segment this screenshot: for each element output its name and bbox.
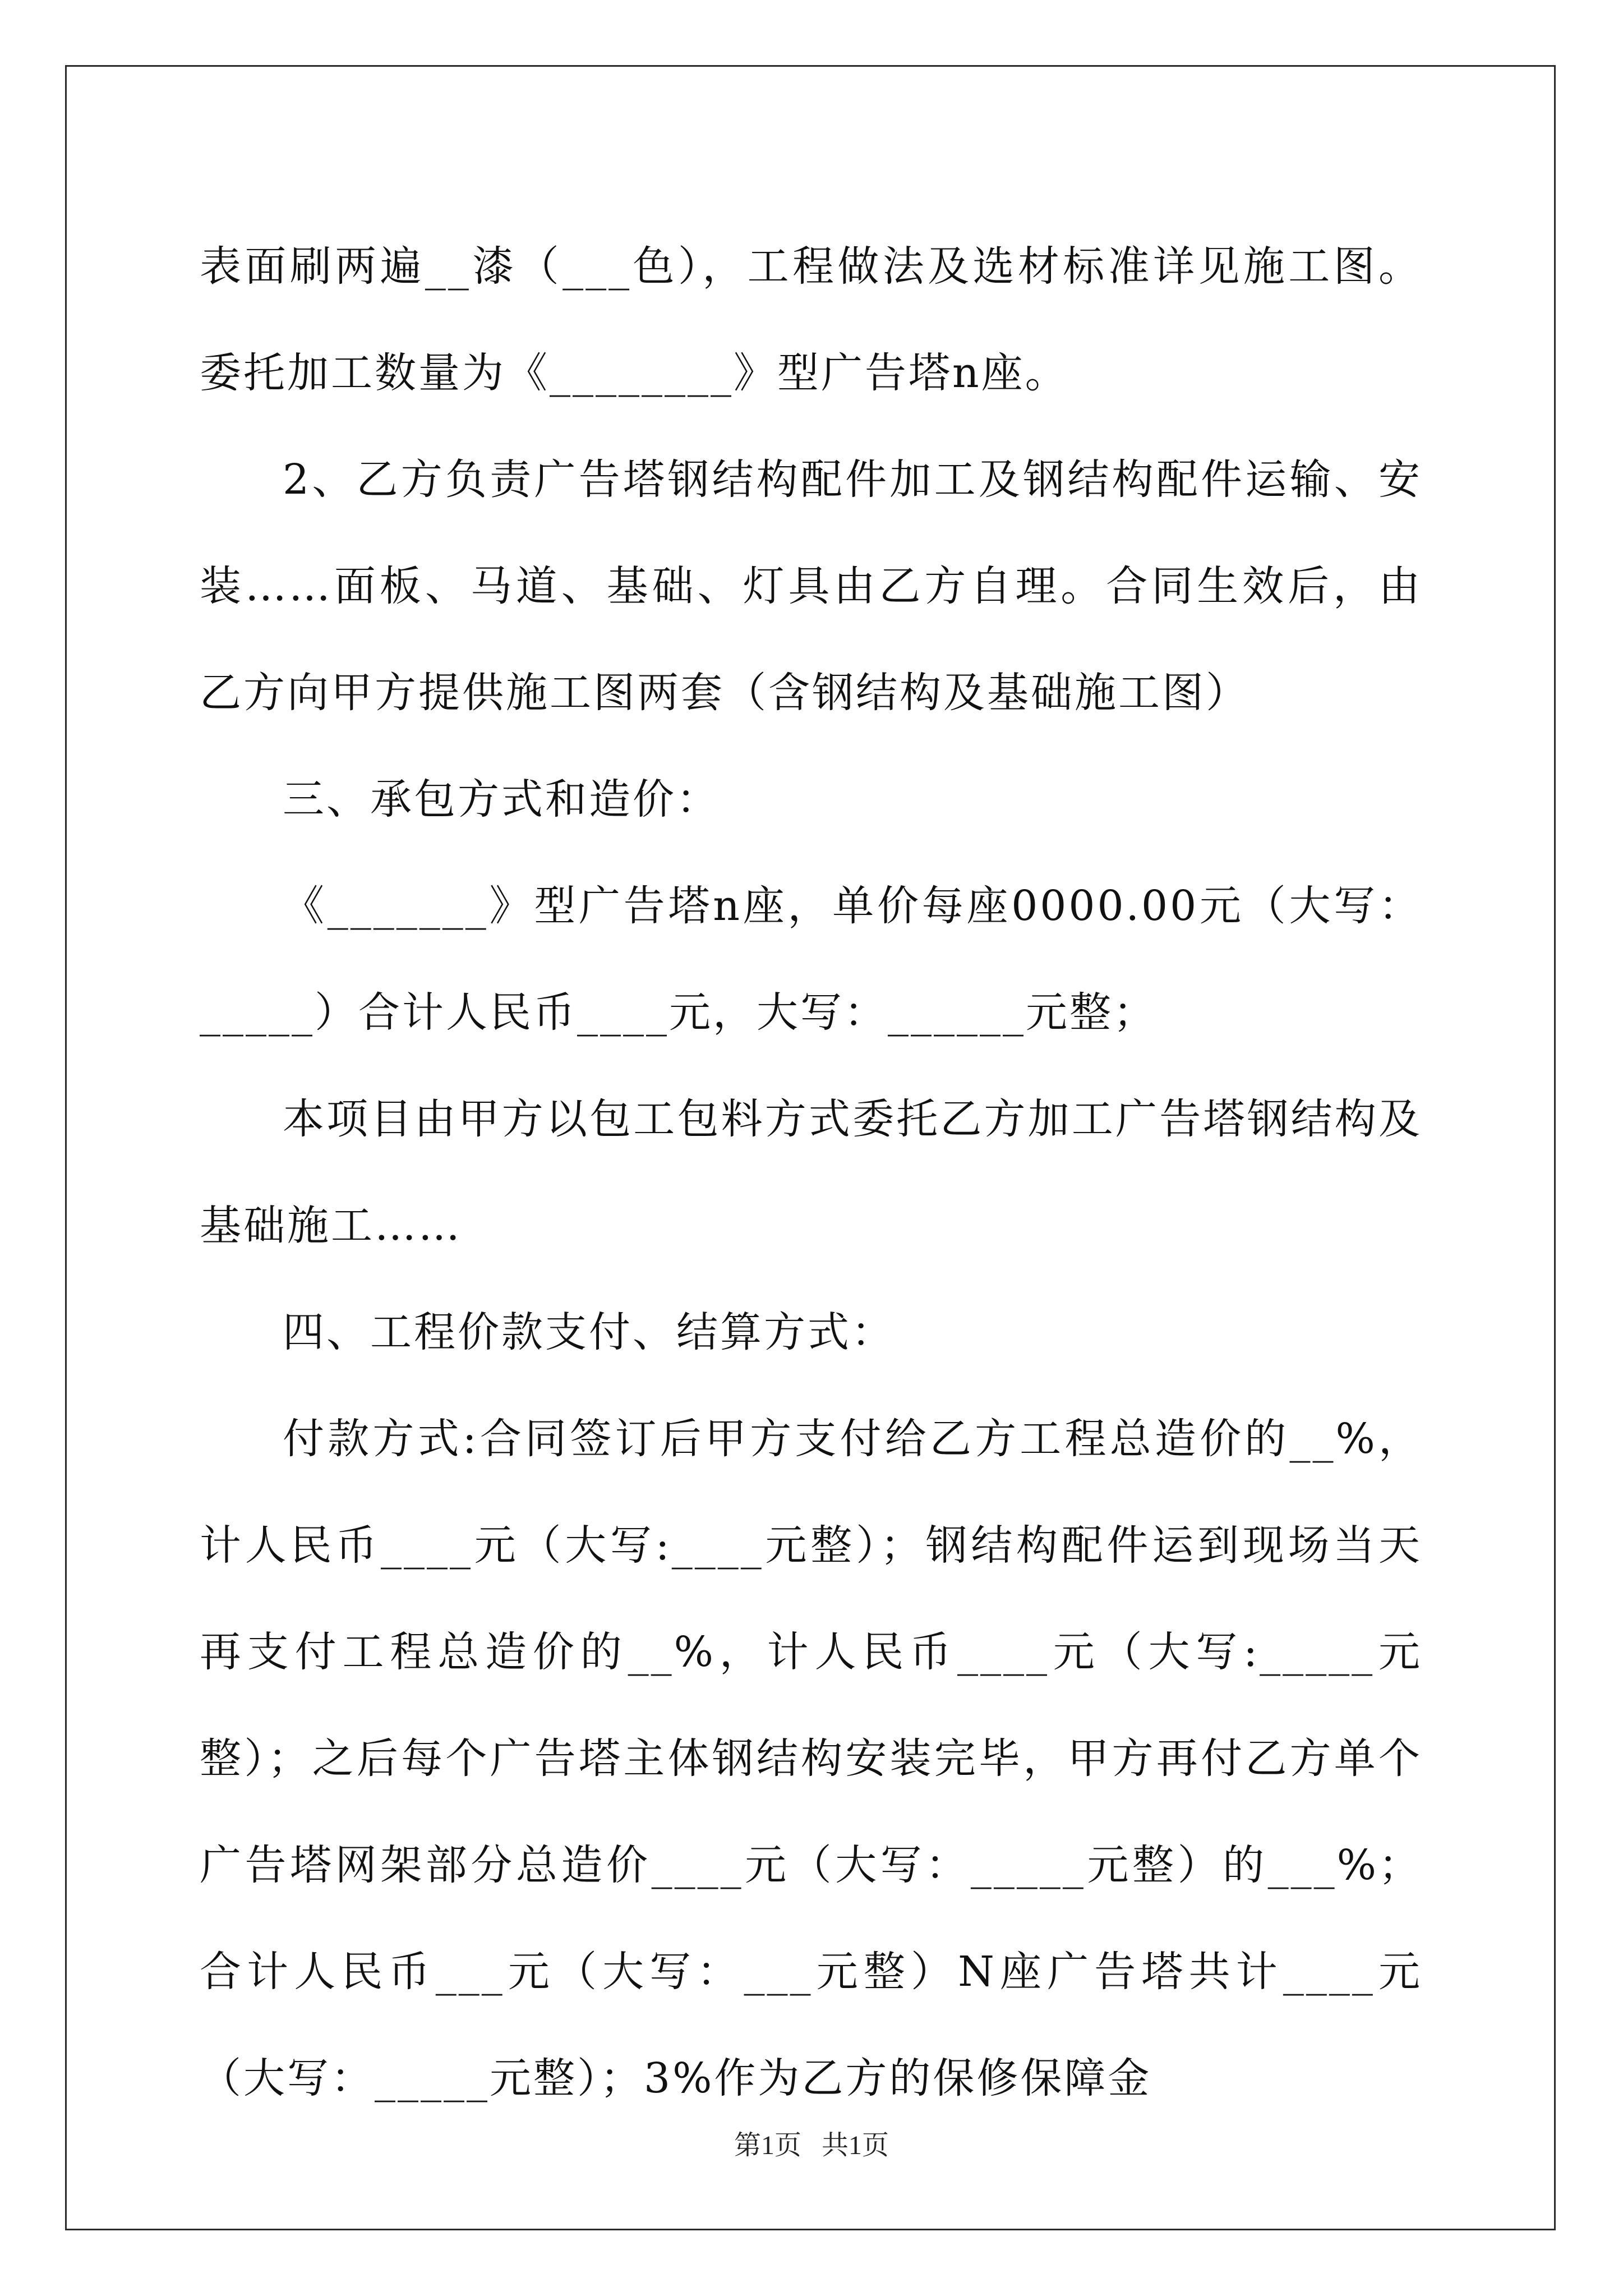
paragraph-project-mode: 本项目由甲方以包工包料方式委托乙方加工广告塔钢结构及基础施工…… xyxy=(200,1095,1422,1250)
page-footer: 第1页 共1页 xyxy=(734,2131,889,2160)
paragraph-unit-price: 《_______》型广告塔n座，单价每座0000.00元（大写：_____）合计人民币____元，大写：______元整； xyxy=(200,882,1422,1037)
paragraph-scope: 2、乙方负责广告塔钢结构配件加工及钢结构配件运输、安装……面板、马道、基础、灯具由乙方自理。合同生效后，由乙方向甲方提供施工图两套（含钢结构及基础施工图） xyxy=(200,455,1422,717)
paragraph-materials: 表面刷两遍__漆（___色），工程做法及选材标准详见施工图。委托加工数量为《________》型广告塔n座。 xyxy=(200,242,1422,397)
document-body xyxy=(200,213,1422,2132)
section-heading-payment: 四、工程价款支付、结算方式： xyxy=(283,1308,895,1356)
paragraph-payment-terms: 付款方式:合同签订后甲方支付给乙方工程总造价的__%，计人民币____元（大写:____元整）；钢结构配件运到现场当天再支付工程总造价的__%，计人民币____元（大写:_____元整）；之后每个广告塔主体钢结构安装完毕，甲方再付乙方单个广告塔网架部分总造价____元（大写：_____元整）的___%；合计人民币___元（大写：___元整）N座广告塔共计____元（大写：_____元整）；3%作为乙方的保修保障金 xyxy=(200,1415,1422,2102)
section-heading-contract-price: 三、承包方式和造价： xyxy=(283,775,720,823)
